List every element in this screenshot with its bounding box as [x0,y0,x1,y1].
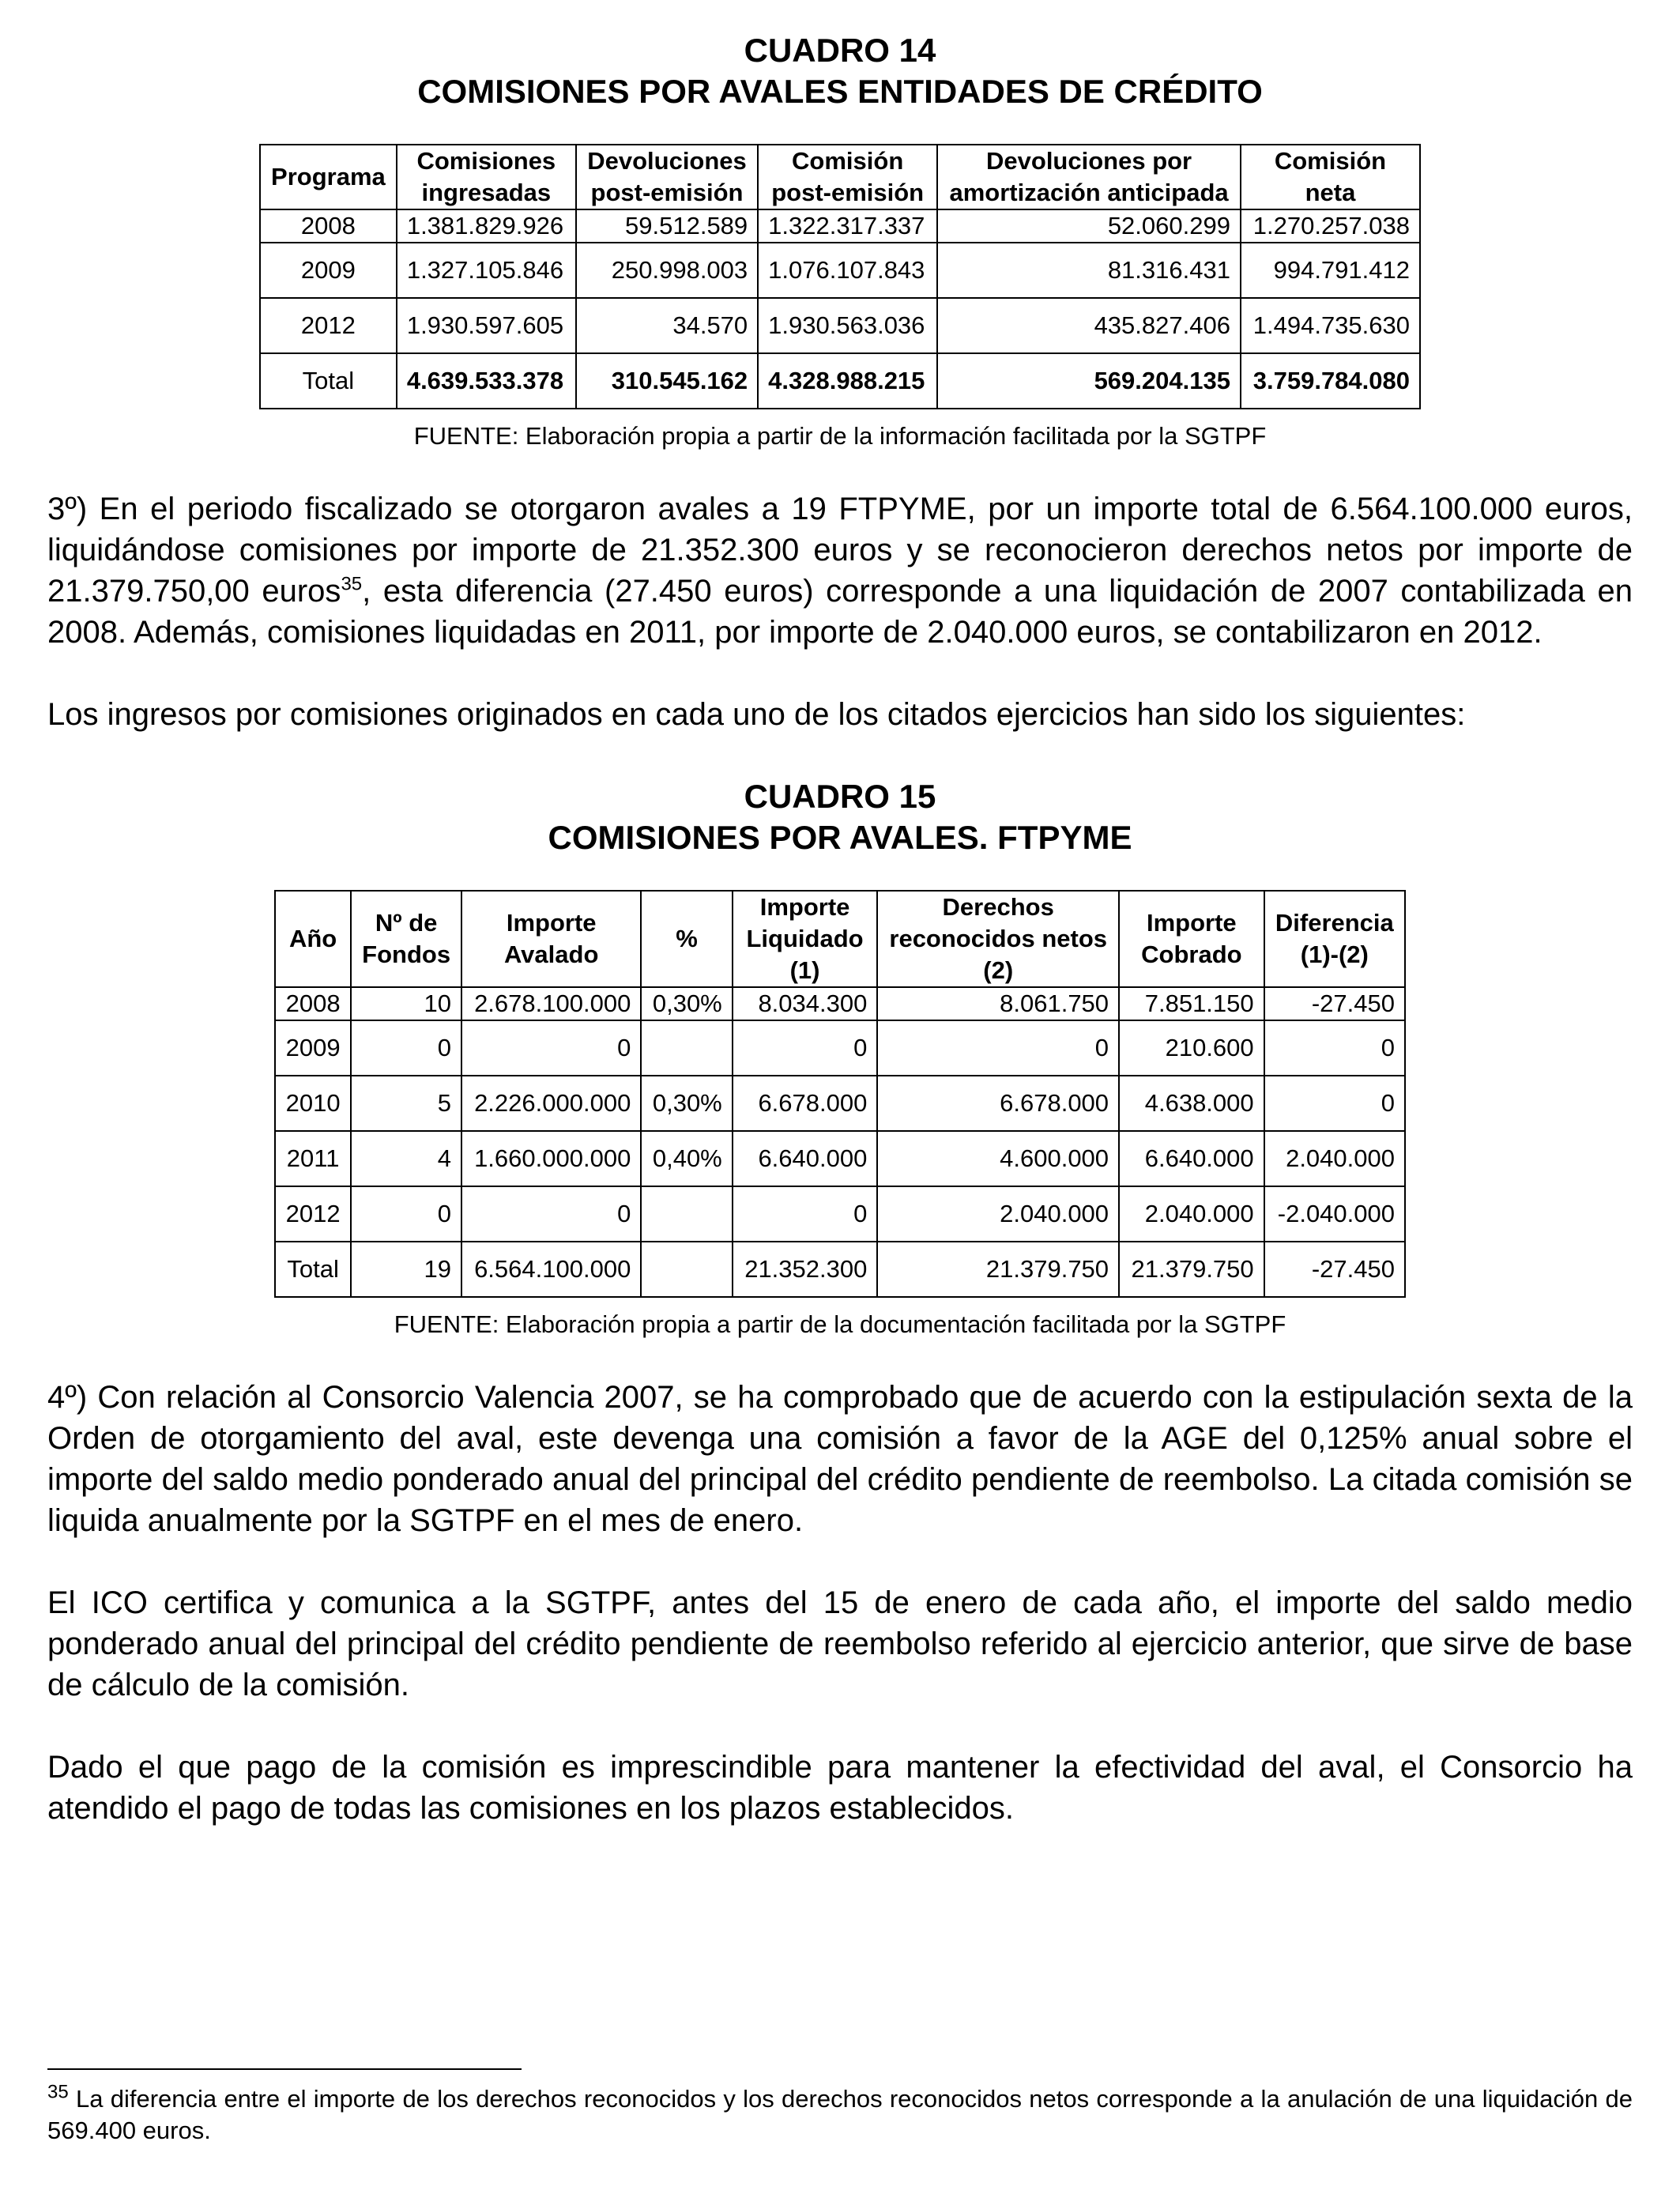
header-devoluciones: Devoluciones post-emisión [576,145,758,209]
header-fondos: Nº de Fondos [351,891,461,987]
cell-neta: 1.270.257.038 [1241,209,1420,243]
cell-anio: 2008 [275,987,351,1020]
cell-programa: 2012 [260,298,397,353]
cell-ingresadas: 1.381.829.926 [397,209,576,243]
cell-fondos: 0 [351,1020,461,1076]
header-comision-neta: Comisión neta [1241,145,1420,209]
cell-programa: 2009 [260,243,397,298]
cell-derechos: 21.379.750 [877,1242,1119,1297]
header-comisiones-ingresadas: Comisiones ingresadas [397,145,576,209]
paragraph-consorcio: Dado el que pago de la comisión es imprescindible para mantener la efectividad del aval, el Consorcio ha atendido el pago de todas las comisiones en los plazos establecidos. [47,1750,1633,1826]
cell-derechos: 6.678.000 [877,1076,1119,1131]
table-header-row [275,891,1405,987]
cuadro15-title [47,776,1633,858]
table-header-row [260,145,1420,209]
cell-comision-post: 4.328.988.215 [758,353,937,409]
cell-avalado: 0 [461,1020,641,1076]
cell-anio: 2009 [275,1020,351,1076]
cell-derechos: 4.600.000 [877,1131,1119,1186]
table-row [260,298,1420,353]
footnote-text: La diferencia entre el importe de los derechos reconocidos y los derechos reconocidos netos corresponde a la anulación de una liquidación de 569.400 euros. [47,2085,1633,2144]
document-page [47,30,1633,1829]
table-row [275,987,1405,1020]
cell-cobrado: 2.040.000 [1119,1186,1264,1242]
footnote-separator [47,2068,522,2070]
header-comision-post: Comisión post-emisión [758,145,937,209]
table-row [275,1020,1405,1076]
header-devol-amort: Devoluciones por amortización anticipada [937,145,1241,209]
header-cobrado: Importe Cobrado [1119,891,1264,987]
cuadro14-title [47,30,1633,112]
paragraph-3: 3º) En el periodo fiscalizado se otorgaron avales a 19 FTPYME, por un importe total de 6.564.100.000 euros, liquidándose comisiones por importe de 21.352.300 euros y se reconocieron derechos netos por importe de 21.379.750,00 euros$^{35}$, esta diferencia (27.450 euros) corresponde a una liquidación de 2007 contabilizada en 2008. Además, comisiones liquidadas en 2011, por importe de 2.040.000 euros, se contabilizaron en 2012. [47,492,1633,650]
cell-derechos: 0 [877,1020,1119,1076]
cell-fondos: 5 [351,1076,461,1131]
header-anio: Año [275,891,351,987]
footnote [47,2083,1633,2147]
cuadro15-table [274,890,1406,1298]
cell-cobrado: 6.640.000 [1119,1131,1264,1186]
cell-programa: Total [260,353,397,409]
cell-cobrado: 210.600 [1119,1020,1264,1076]
cell-devoluciones: 59.512.589 [576,209,758,243]
footnote-number: 35 [47,2081,69,2103]
cuadro14-heading: COMISIONES POR AVALES ENTIDADES DE CRÉDITO [417,73,1263,110]
cell-pct: 0,40% [641,1131,732,1186]
header-liquidado: Importe Liquidado (1) [733,891,878,987]
header-pct: % [641,891,732,987]
header-derechos: Derechos reconocidos netos (2) [877,891,1119,987]
cell-diferencia: -27.450 [1264,1242,1405,1297]
cuadro14-number: CUADRO 14 [744,32,936,69]
cell-avalado: 6.564.100.000 [461,1242,641,1297]
cell-liquidado: 0 [733,1186,878,1242]
cell-devoluciones: 250.998.003 [576,243,758,298]
cell-liquidado: 21.352.300 [733,1242,878,1297]
cell-derechos: 8.061.750 [877,987,1119,1020]
paragraph-intro-cuadro15: Los ingresos por comisiones originados en cada uno de los citados ejercicios han sido los siguientes: [47,697,1466,732]
cell-ingresadas: 4.639.533.378 [397,353,576,409]
cuadro15-source: FUENTE: Elaboración propia a partir de la documentación facilitada por la SGTPF [394,1310,1286,1338]
cell-fondos: 0 [351,1186,461,1242]
cell-programa: 2008 [260,209,397,243]
cell-diferencia: -27.450 [1264,987,1405,1020]
cell-comision-post: 1.322.317.337 [758,209,937,243]
cuadro14-table [259,144,1421,409]
header-diferencia: Diferencia (1)-(2) [1264,891,1405,987]
cuadro15-number: CUADRO 15 [744,778,936,815]
table-row [260,243,1420,298]
cell-devoluciones: 34.570 [576,298,758,353]
cell-cobrado: 21.379.750 [1119,1242,1264,1297]
header-programa: Programa [260,145,397,209]
cell-cobrado: 4.638.000 [1119,1076,1264,1131]
cell-fondos: 10 [351,987,461,1020]
cell-fondos: 19 [351,1242,461,1297]
cell-devol-amort: 569.204.135 [937,353,1241,409]
cell-devoluciones: 310.545.162 [576,353,758,409]
cell-derechos: 2.040.000 [877,1186,1119,1242]
cell-liquidado: 6.640.000 [733,1131,878,1186]
footnote-ref: 35 [341,573,363,595]
cuadro14-source: FUENTE: Elaboración propia a partir de la información facilitada por la SGTPF [413,422,1267,450]
cell-neta: 3.759.784.080 [1241,353,1420,409]
cell-diferencia: -2.040.000 [1264,1186,1405,1242]
cell-comision-post: 1.076.107.843 [758,243,937,298]
cell-anio: Total [275,1242,351,1297]
cell-pct [641,1020,732,1076]
paragraph-ico: El ICO certifica y comunica a la SGTPF, antes del 15 de enero de cada año, el importe del saldo medio ponderado anual del principal del crédito pendiente de reembolso referido al ejercicio anterior, que sirve de base de cálculo de la comisión. [47,1585,1633,1702]
table-row [260,209,1420,243]
table-row [275,1186,1405,1242]
table-row [275,1131,1405,1186]
header-avalado: Importe Avalado [461,891,641,987]
cell-devol-amort: 52.060.299 [937,209,1241,243]
table-row [275,1076,1405,1131]
cell-liquidado: 6.678.000 [733,1076,878,1131]
paragraph-4: 4º) Con relación al Consorcio Valencia 2007, se ha comprobado que de acuerdo con la estipulación sexta de la Orden de otorgamiento del aval, este devenga una comisión a favor de la AGE del 0,125% anual sobre el importe del saldo medio ponderado anual del principal del crédito pendiente de reembolso. La citada comisión se liquida anualmente por la SGTPF en el mes de enero. [47,1380,1633,1538]
cell-anio: 2012 [275,1186,351,1242]
cell-liquidado: 0 [733,1020,878,1076]
cell-liquidado: 8.034.300 [733,987,878,1020]
cell-devol-amort: 435.827.406 [937,298,1241,353]
cuadro15-heading: COMISIONES POR AVALES. FTPYME [548,819,1132,856]
cell-ingresadas: 1.327.105.846 [397,243,576,298]
cell-diferencia: 2.040.000 [1264,1131,1405,1186]
cell-avalado: 1.660.000.000 [461,1131,641,1186]
cell-neta: 1.494.735.630 [1241,298,1420,353]
cell-devol-amort: 81.316.431 [937,243,1241,298]
cell-fondos: 4 [351,1131,461,1186]
cell-avalado: 2.226.000.000 [461,1076,641,1131]
cell-anio: 2011 [275,1131,351,1186]
cell-pct: 0,30% [641,987,732,1020]
cell-cobrado: 7.851.150 [1119,987,1264,1020]
cell-neta: 994.791.412 [1241,243,1420,298]
table-total-row [275,1242,1405,1297]
cell-ingresadas: 1.930.597.605 [397,298,576,353]
cell-pct [641,1242,732,1297]
cell-comision-post: 1.930.563.036 [758,298,937,353]
cell-diferencia: 0 [1264,1076,1405,1131]
table-total-row [260,353,1420,409]
cell-anio: 2010 [275,1076,351,1131]
cell-pct: 0,30% [641,1076,732,1131]
cell-avalado: 2.678.100.000 [461,987,641,1020]
cell-avalado: 0 [461,1186,641,1242]
cell-diferencia: 0 [1264,1020,1405,1076]
cell-pct [641,1186,732,1242]
